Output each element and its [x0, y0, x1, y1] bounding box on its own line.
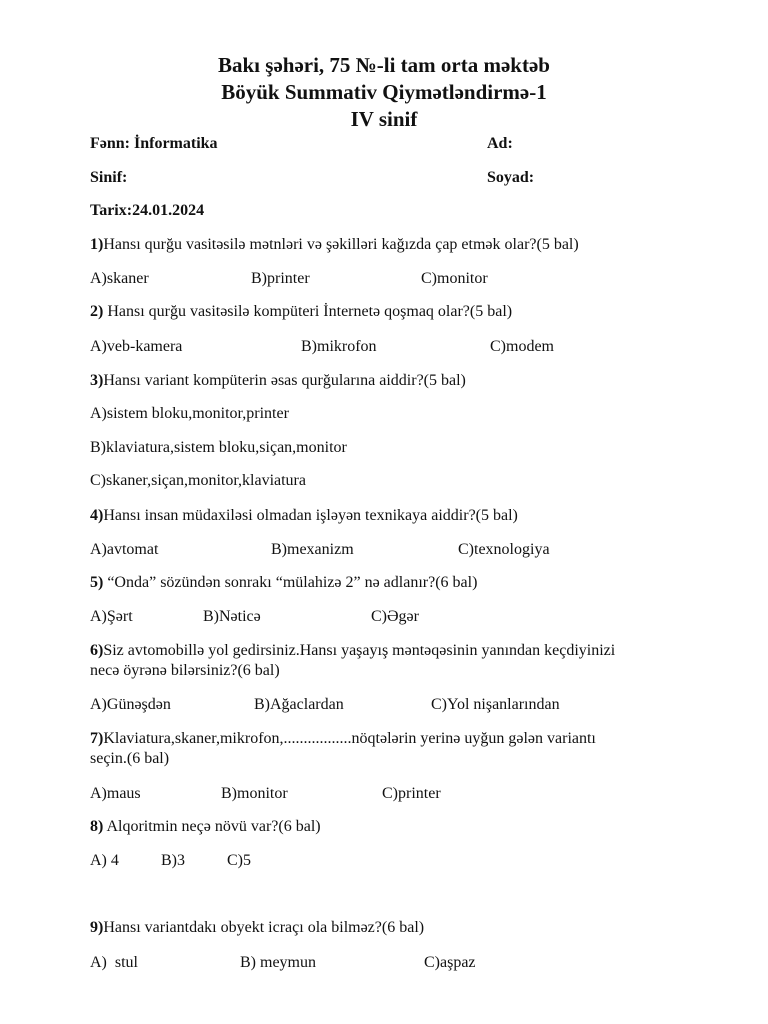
- question-number: 9): [90, 919, 104, 936]
- question-1: [90, 235, 690, 255]
- option-c: C)aşpaz: [424, 954, 476, 971]
- question-5: [90, 573, 690, 593]
- question-5-options: [90, 607, 690, 627]
- option-a: A)maus: [90, 785, 141, 802]
- question-2: [90, 302, 690, 322]
- question-9-options: [90, 953, 690, 973]
- question-text: Hansı variant kompüterin əsas qurğularına aiddir?(5 bal): [103, 372, 466, 389]
- question-6: [90, 641, 690, 661]
- option-c: C)5: [227, 852, 251, 869]
- exam-title: Böyük Summativ Qiymətləndirmə-1: [221, 80, 547, 104]
- question-text: Alqoritmin neçə növü var?(6 bal): [103, 818, 321, 835]
- question-4: [90, 506, 690, 526]
- date-label: Tarix:24.01.2024: [90, 202, 205, 219]
- question-number: 7): [90, 730, 104, 747]
- question-number: 2): [90, 303, 104, 320]
- question-number: 5): [90, 574, 104, 591]
- question-2-options: [90, 337, 690, 357]
- subject-label: Fənn: İnformatika: [90, 135, 218, 152]
- school-name: Bakı şəhəri, 75 №-li tam orta məktəb: [218, 53, 550, 77]
- question-text: Siz avtomobillə yol gedirsiniz.Hansı yaşayış məntəqəsinin yanından keçdiyinizi: [103, 642, 616, 659]
- question-4-options: [90, 540, 690, 560]
- meta-row-class: [90, 168, 690, 188]
- option-c: C)Əgər: [371, 608, 419, 625]
- option-c: C)printer: [382, 785, 441, 802]
- option-a: A) stul: [90, 954, 138, 971]
- option-a: A)Günəşdən: [90, 696, 171, 713]
- question-number: 3): [90, 372, 104, 389]
- option-c: C)modem: [490, 338, 554, 355]
- option-b: B)klaviatura,sistem bloku,siçan,monitor: [90, 439, 347, 456]
- option-a: A)Şərt: [90, 608, 133, 625]
- option-a: A)skaner: [90, 270, 149, 287]
- document-header: [0, 52, 768, 133]
- question-7-continuation: seçin.(6 bal): [90, 750, 170, 767]
- question-number: 6): [90, 642, 104, 659]
- question-text: “Onda” sözündən sonrakı “mülahizə 2” nə adlanır?(6 bal): [103, 574, 478, 591]
- surname-label: Soyad:: [487, 169, 535, 186]
- option-c: C)Yol nişanlarından: [431, 696, 560, 713]
- question-7: [90, 729, 690, 749]
- question-number: 1): [90, 236, 104, 253]
- question-9: [90, 918, 690, 938]
- question-text: Klaviatura,skaner,mikrofon,.................nöqtələrin yerinə uyğun gələn variantı: [103, 730, 596, 747]
- option-c: C)monitor: [421, 270, 488, 287]
- option-b: B) meymun: [240, 954, 316, 971]
- option-a: A)sistem bloku,monitor,printer: [90, 405, 289, 422]
- grade-level: IV sinif: [350, 107, 418, 131]
- question-3: [90, 371, 690, 391]
- option-b: B)mexanizm: [271, 541, 354, 558]
- option-a: A)avtomat: [90, 541, 159, 558]
- class-label: Sinif:: [90, 169, 128, 186]
- option-b: B)Nəticə: [203, 608, 261, 625]
- name-label: Ad:: [487, 135, 513, 152]
- option-b: B)mikrofon: [301, 338, 377, 355]
- question-text: Hansı insan müdaxiləsi olmadan işləyən texnikaya aiddir?(5 bal): [103, 507, 518, 524]
- question-6-options: [90, 695, 690, 715]
- question-text: Hansı variantdakı obyekt icraçı ola bilməz?(6 bal): [103, 919, 425, 936]
- option-a: A)veb-kamera: [90, 338, 183, 355]
- option-b: B)monitor: [221, 785, 288, 802]
- question-7-options: [90, 784, 690, 804]
- option-b: B)printer: [251, 270, 310, 287]
- question-8-options: [90, 851, 690, 871]
- option-c: C)texnologiya: [458, 541, 550, 558]
- option-b: B)3: [161, 852, 185, 869]
- option-c: C)skaner,siçan,monitor,klaviatura: [90, 472, 306, 489]
- question-number: 4): [90, 507, 104, 524]
- meta-row-subject: [90, 134, 690, 154]
- question-number: 8): [90, 818, 104, 835]
- option-a: A) 4: [90, 852, 119, 869]
- question-6-continuation: necə öyrənə bilərsiniz?(6 bal): [90, 662, 280, 679]
- question-text: Hansı qurğu vasitəsilə kompüteri İnternetə qoşmaq olar?(5 bal): [103, 303, 513, 320]
- option-b: B)Ağaclardan: [254, 696, 344, 713]
- question-1-options: [90, 269, 690, 289]
- question-8: [90, 817, 690, 837]
- question-text: Hansı qurğu vasitəsilə mətnləri və şəkilləri kağızda çap etmək olar?(5 bal): [103, 236, 579, 253]
- meta-row-date: [90, 201, 690, 221]
